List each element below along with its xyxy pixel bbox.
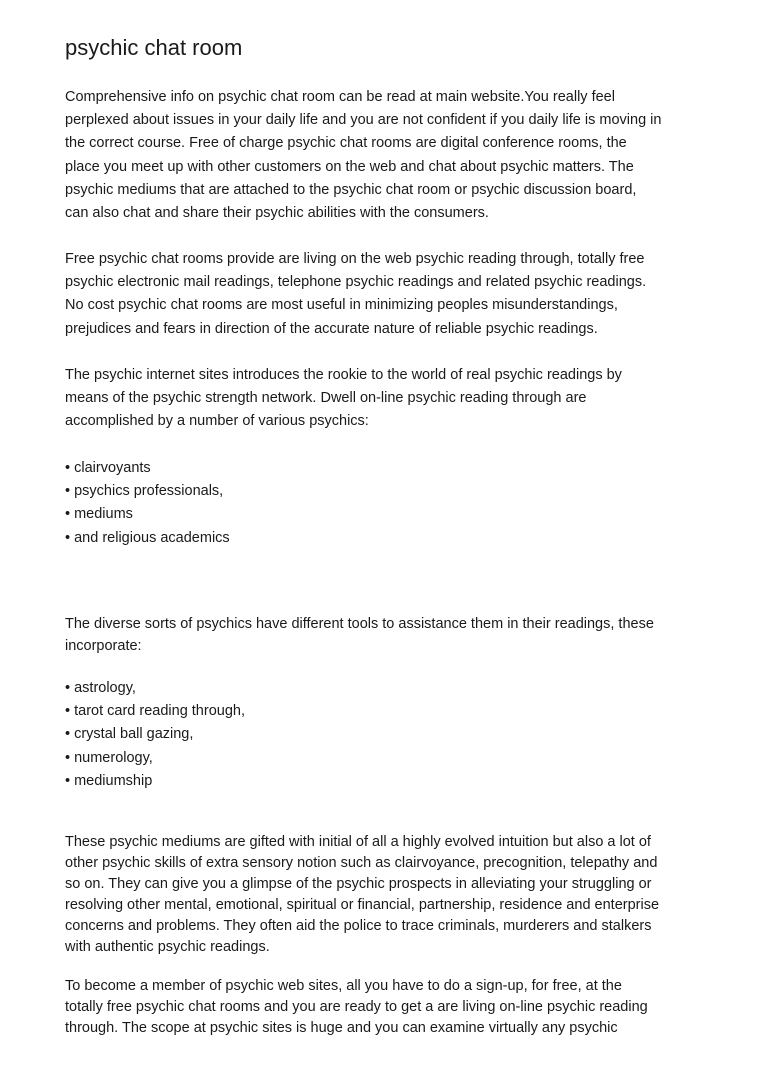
text-line: The psychic internet sites introduces the rookie to the world of real psychic readings by — [65, 367, 622, 383]
text-line: the correct course. Free of charge psychic chat rooms are digital conference rooms, the — [65, 135, 627, 152]
text-line: psychic mediums that are attached to the psychic chat room or psychic discussion board, — [65, 181, 637, 198]
list-item: • psychics professionals, — [65, 483, 224, 500]
text-line: No cost psychic chat rooms are most useful in minimizing peoples misunderstandings, — [65, 297, 618, 314]
list-item: • clairvoyants — [65, 460, 151, 476]
text-line: To become a member of psychic web sites, all you have to do a sign-up, for free, at the — [65, 978, 622, 994]
psychics-list — [65, 457, 230, 550]
paragraph-internet-sites — [65, 364, 622, 434]
paragraph-tools — [65, 613, 654, 657]
list-item: • numerology, — [65, 749, 153, 766]
list-item: • tarot card reading through, — [65, 703, 245, 720]
list-item: • mediums — [65, 506, 133, 523]
text-line: means of the psychic strength network. Dwell on-line psychic reading through are — [65, 390, 587, 407]
text-line: psychic electronic mail readings, telephone psychic readings and related psychic readings. — [65, 274, 647, 291]
text-line: Free psychic chat rooms provide are living on the web psychic reading through, totally free — [65, 251, 645, 267]
text-line: accomplished by a number of various psychics: — [65, 413, 369, 430]
text-line: with authentic psychic readings. — [65, 939, 270, 955]
text-line: so on. They can give you a glimpse of the psychic prospects in alleviating your struggling or — [65, 876, 652, 892]
paragraph-mediums — [65, 832, 659, 958]
text-line: totally free psychic chat rooms and you are ready to get a are living on-line psychic reading — [65, 999, 648, 1015]
paragraph-membership — [65, 976, 648, 1039]
text-line: other psychic skills of extra sensory notion such as clairvoyance, precognition, telepathy and — [65, 855, 658, 871]
text-line: Comprehensive info on psychic chat room can be read at main website.You really feel — [65, 89, 615, 105]
text-line: prejudices and fears in direction of the accurate nature of reliable psychic readings. — [65, 320, 598, 337]
paragraph-free-rooms — [65, 248, 646, 341]
text-line: place you meet up with other customers on the web and chat about psychic matters. The — [65, 158, 634, 175]
list-item: • astrology, — [65, 680, 136, 696]
list-item: • and religious academics — [65, 529, 230, 546]
text-line: perplexed about issues in your daily life and you are not confident if you daily life is moving in — [65, 112, 662, 129]
text-line: resolving other mental, emotional, spiritual or financial, partnership, residence and enterprise — [65, 897, 660, 913]
text-line: incorporate: — [65, 638, 142, 654]
list-item: • mediumship — [65, 772, 153, 789]
text-line: These psychic mediums are gifted with initial of all a highly evolved intuition but also a lot of — [65, 834, 651, 850]
tools-list — [65, 677, 245, 793]
page-title: psychic chat room — [65, 35, 243, 60]
text-line: through. The scope at psychic sites is huge and you can examine virtually any psychic — [65, 1020, 618, 1036]
text-line: The diverse sorts of psychics have different tools to assistance them in their readings, these — [65, 616, 654, 632]
text-line: concerns and problems. They often aid the police to trace criminals, murderers and stalkers — [65, 918, 652, 934]
list-item: • crystal ball gazing, — [65, 726, 194, 743]
paragraph-intro — [65, 86, 661, 225]
text-line: can also chat and share their psychic abilities with the consumers. — [65, 205, 489, 222]
